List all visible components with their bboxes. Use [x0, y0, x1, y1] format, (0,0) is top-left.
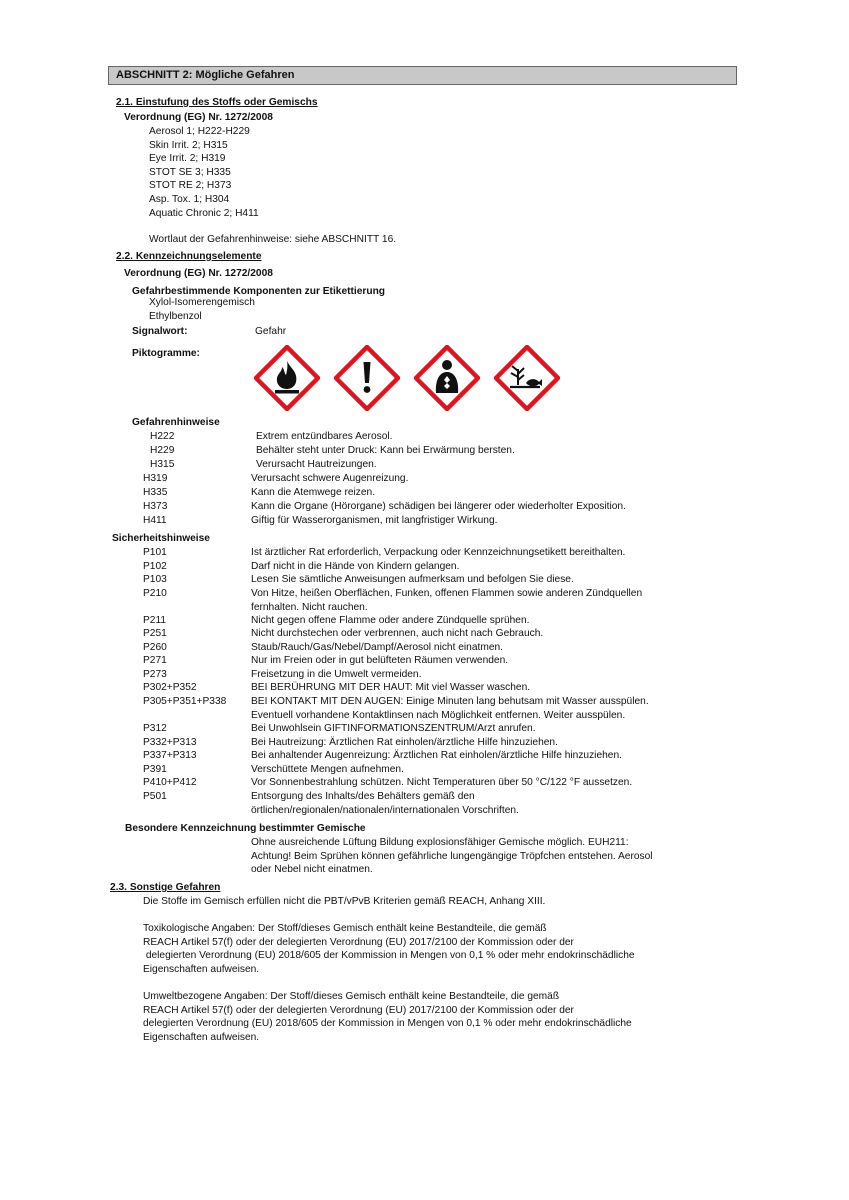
env-line: REACH Artikel 57(f) oder der delegierten Verordnung (EU) 2017/2100 der Kommission oder der [143, 1004, 574, 1016]
hazard-text: Kann die Organe (Hörorgane) schädigen bei längerer oder wiederholter Exposition. [251, 501, 626, 512]
special-line: oder Nebel nicht einatmen. [251, 864, 373, 876]
regulation-2-2: Verordnung (EG) Nr. 1272/2008 [124, 268, 273, 279]
precaution-text: Entsorgung des Inhalts/des Behälters gemäß den [251, 791, 475, 802]
precaution-code: P332+P313 [143, 737, 197, 748]
precaution-text: Bei anhaltender Augenreizung: Ärztlichen Rat einholen/ärztliche Hilfe hinzuziehen. [251, 750, 622, 761]
precaution-text: Nicht durchstechen oder verbrennen, auch nicht nach Gebrauch. [251, 628, 544, 639]
precaution-text: Darf nicht in die Hände von Kindern gelangen. [251, 561, 460, 572]
tox-line: REACH Artikel 57(f) oder der delegierten Verordnung (EU) 2017/2100 der Kommission oder der [143, 936, 574, 948]
precaution-text: Bei Unwohlsein GIFTINFORMATIONSZENTRUM/Arzt anrufen. [251, 723, 536, 734]
precaution-code: P260 [143, 642, 167, 653]
precaution-code: P305+P351+P338 [143, 696, 227, 707]
regulation-2-1: Verordnung (EG) Nr. 1272/2008 [124, 112, 273, 123]
hazard-text: Verursacht Hautreizungen. [256, 459, 377, 470]
precaution-code: P391 [143, 764, 167, 775]
precaution-text: Nur im Freien oder in gut belüfteten Räumen verwenden. [251, 655, 509, 666]
precaution-code: P271 [143, 655, 167, 666]
classification-list [149, 125, 259, 220]
tox-note [143, 922, 635, 976]
precaution-text-cont: fernhalten. Nicht rauchen. [251, 601, 368, 613]
components-list [149, 296, 255, 323]
exclamation-mark-icon [334, 345, 400, 411]
classification-item: STOT SE 3; H335 [149, 166, 231, 178]
precaution-text: Bei Hautreizung: Ärztlichen Rat einholen/ärztliche Hilfe hinzuziehen. [251, 737, 558, 748]
flame-icon [254, 345, 320, 411]
hazard-code: H335 [143, 487, 168, 498]
precaution-text: Ist ärztlicher Rat erforderlich, Verpackung oder Kennzeichnungsetikett bereithalten. [251, 547, 626, 558]
classification-item: Asp. Tox. 1; H304 [149, 193, 230, 205]
signal-word-value: Gefahr [255, 326, 287, 337]
pictograms-label: Piktogramme: [132, 348, 200, 359]
classification-item: Eye Irrit. 2; H319 [149, 153, 226, 165]
special-line: Achtung! Beim Sprühen können gefährliche lungengängige Tröpfchen entstehen. Aerosol [251, 850, 653, 862]
pbt-note: Die Stoffe im Gemisch erfüllen nicht die PBT/vPvB Kriterien gemäß REACH, Anhang XIII. [143, 896, 546, 907]
components-label: Gefahrbestimmende Komponenten zur Etikettierung [132, 286, 386, 297]
precaution-text: Nicht gegen offene Flamme oder andere Zündquelle sprühen. [251, 615, 530, 626]
precaution-text-cont: Eventuell vorhandene Kontaktlinsen nach Möglichkeit entfernen. Weiter ausspülen. [251, 709, 626, 721]
precaution-text: Von Hitze, heißen Oberflächen, Funken, offenen Flammen sowie anderen Zündquellen [251, 588, 643, 599]
precautionary-statements-label: Sicherheitshinweise [112, 533, 210, 544]
precaution-text: BEI KONTAKT MIT DEN AUGEN: Einige Minuten lang behutsam mit Wasser ausspülen. [251, 696, 649, 707]
env-note [143, 990, 632, 1044]
heading-2-1: 2.1. Einstufung des Stoffs oder Gemischs [116, 97, 318, 108]
hazard-code: H315 [150, 459, 175, 470]
health-hazard-icon [414, 345, 480, 411]
precaution-code: P302+P352 [143, 682, 197, 693]
env-line: Eigenschaften aufweisen. [143, 1031, 260, 1043]
classification-item: Aerosol 1; H222-H229 [149, 126, 250, 137]
component-item: Xylol-Isomerengemisch [149, 297, 255, 308]
tox-line: Toxikologische Angaben: Der Stoff/dieses Gemisch enthält keine Bestandteile, die gemäß [143, 923, 547, 934]
precaution-code: P337+P313 [143, 750, 197, 761]
heading-2-2: 2.2. Kennzeichnungselemente [116, 251, 262, 262]
precaution-code: P251 [143, 628, 167, 639]
hazard-code: H373 [143, 501, 168, 512]
tox-line: delegierten Verordnung (EU) 2018/605 der Kommission in Mengen von 0,1 % oder mehr endokrinschädliche [143, 950, 635, 962]
component-item: Ethylbenzol [149, 310, 202, 322]
precaution-text: Vor Sonnenbestrahlung schützen. Nicht Temperaturen über 50 °C/122 °F aussetzen. [251, 777, 633, 788]
precaution-text: Freisetzung in die Umwelt vermeiden. [251, 669, 422, 680]
special-labelling-label: Besondere Kennzeichnung bestimmter Gemische [125, 823, 366, 834]
hazard-text: Kann die Atemwege reizen. [251, 487, 376, 498]
precaution-code: P410+P412 [143, 777, 197, 788]
precaution-code: P210 [143, 588, 167, 599]
hazard-statements-label: Gefahrenhinweise [132, 417, 220, 428]
precaution-code: P103 [143, 574, 167, 585]
precaution-text: Lesen Sie sämtliche Anweisungen aufmerksam und befolgen Sie diese. [251, 574, 574, 585]
hazard-code: H411 [143, 515, 167, 526]
precaution-code: P501 [143, 791, 167, 802]
special-line: Ohne ausreichende Lüftung Bildung explosionsfähiger Gemische möglich. EUH211: [251, 837, 629, 848]
hazard-text: Verursacht schwere Augenreizung. [251, 473, 409, 484]
special-labelling-text [251, 836, 653, 877]
hazard-text: Giftig für Wasserorganismen, mit langfristiger Wirkung. [251, 515, 498, 526]
hazard-code: H319 [143, 473, 168, 484]
env-line: Umweltbezogene Angaben: Der Stoff/dieses Gemisch enthält keine Bestandteile, die gemäß [143, 991, 560, 1002]
precaution-text: Staub/Rauch/Gas/Nebel/Dampf/Aerosol nicht einatmen. [251, 642, 503, 653]
tox-line: Eigenschaften aufweisen. [143, 963, 260, 975]
wording-note: Wortlaut der Gefahrenhinweise: siehe ABSCHNITT 16. [149, 234, 397, 245]
precaution-code: P101 [143, 547, 167, 558]
classification-item: STOT RE 2; H373 [149, 180, 232, 192]
hazard-text: Extrem entzündbares Aerosol. [256, 431, 393, 442]
env-line: delegierten Verordnung (EU) 2018/605 der Kommission in Mengen von 0,1 % oder mehr endokrinschädliche [143, 1018, 632, 1030]
precaution-text: BEI BERÜHRUNG MIT DER HAUT: Mit viel Wasser waschen. [251, 682, 531, 693]
hazard-code: H229 [150, 445, 175, 456]
heading-2-3: 2.3. Sonstige Gefahren [110, 882, 221, 893]
hazard-code: H222 [150, 431, 175, 442]
precaution-code: P312 [143, 723, 167, 734]
precaution-text: Verschüttete Mengen aufnehmen. [251, 764, 404, 775]
hazard-text: Behälter steht unter Druck: Kann bei Erwärmung bersten. [256, 445, 515, 456]
precaution-code: P211 [143, 615, 167, 626]
precaution-text-cont: örtlichen/regionalen/nationalen/internationalen Vorschriften. [251, 804, 519, 816]
precaution-code: P273 [143, 669, 167, 680]
signal-word-label: Signalwort: [132, 326, 188, 337]
precaution-code: P102 [143, 561, 167, 572]
section-title: ABSCHNITT 2: Mögliche Gefahren [108, 66, 737, 85]
classification-item: Aquatic Chronic 2; H411 [149, 207, 259, 219]
environment-icon [494, 345, 560, 411]
classification-item: Skin Irrit. 2; H315 [149, 139, 228, 151]
